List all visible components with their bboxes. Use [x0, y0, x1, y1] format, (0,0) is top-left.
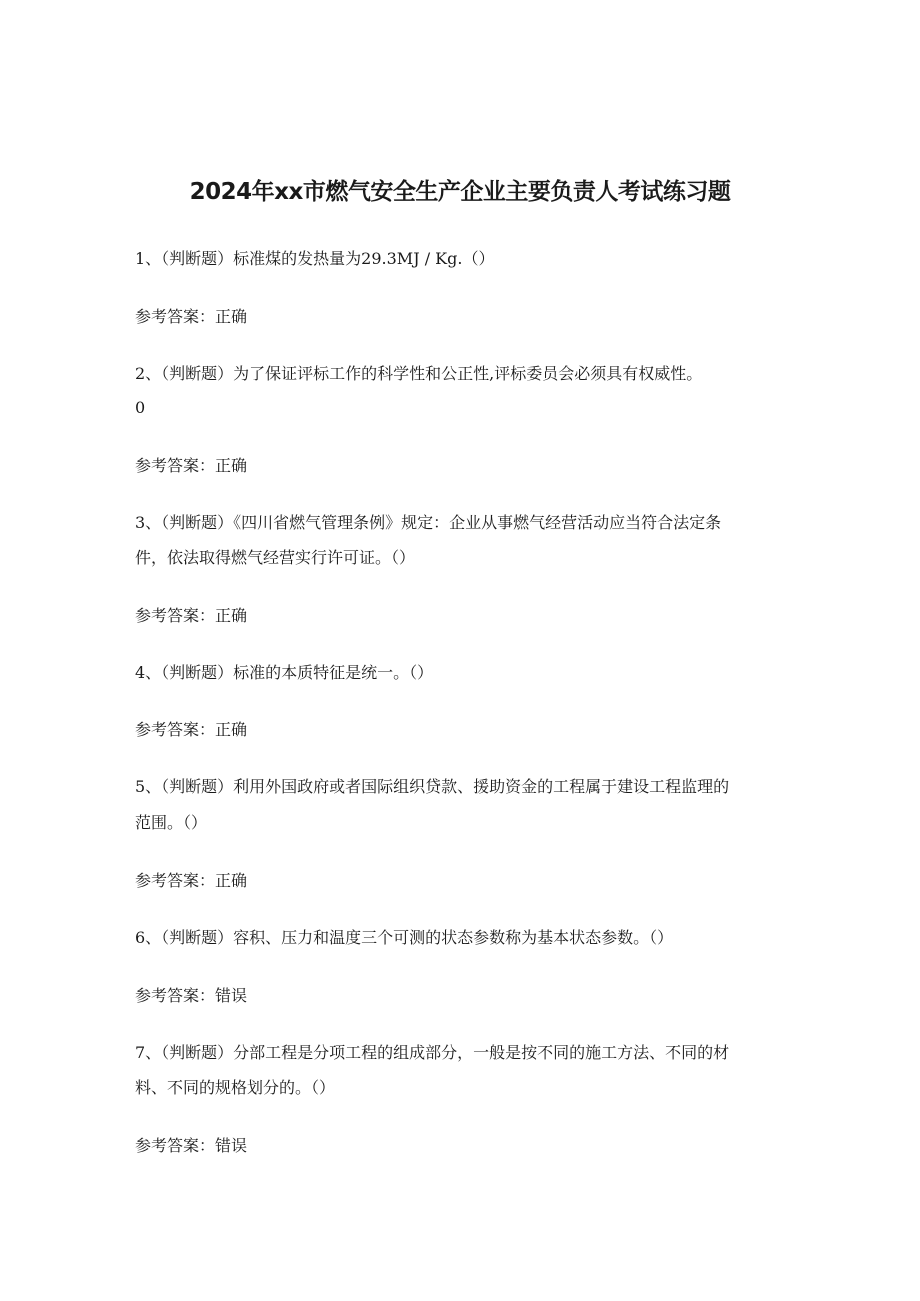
question-3-text-cont: 件，依法取得燃气经营实行许可证。（）	[135, 548, 416, 567]
question-5-text: 5、（判断题）利用外国政府或者国际组织贷款、援助资金的工程属于建设工程监理的	[135, 777, 730, 796]
question-5-text-cont: 范围。（）	[135, 813, 208, 832]
question-6-text: 6、（判断题）容积、压力和温度三个可测的状态参数称为基本状态参数。（）	[135, 928, 674, 947]
question-7-answer: 参考答案：错误	[135, 1136, 248, 1155]
question-7-text: 7、（判断题）分部工程是分项工程的组成部分，一般是按不同的施工方法、不同的材	[135, 1043, 730, 1062]
question-2-text-cont: 0	[135, 398, 146, 417]
question-3-text: 3、（判断题）《四川省燃气管理条例》规定：企业从事燃气经营活动应当符合法定条	[135, 513, 722, 532]
question-2-answer: 参考答案：正确	[135, 456, 248, 475]
question-4-answer: 参考答案：正确	[135, 720, 248, 739]
question-1-text: 1、（判断题）标准煤的发热量为29.3MJ / Kg.（）	[135, 249, 495, 268]
question-7-text-cont: 料、不同的规格划分的。（）	[135, 1078, 336, 1097]
question-4-text: 4、（判断题）标准的本质特征是统一。（）	[135, 663, 434, 682]
page-title: 2024年xx市燃气安全生产企业主要负责人考试练习题	[189, 179, 731, 205]
question-5-answer: 参考答案：正确	[135, 871, 248, 890]
question-1-answer: 参考答案：正确	[135, 307, 248, 326]
question-3-answer: 参考答案：正确	[135, 606, 248, 625]
question-2-text: 2、（判断题）为了保证评标工作的科学性和公正性,评标委员会必须具有权威性。	[135, 364, 703, 383]
question-6-answer: 参考答案：错误	[135, 986, 248, 1005]
